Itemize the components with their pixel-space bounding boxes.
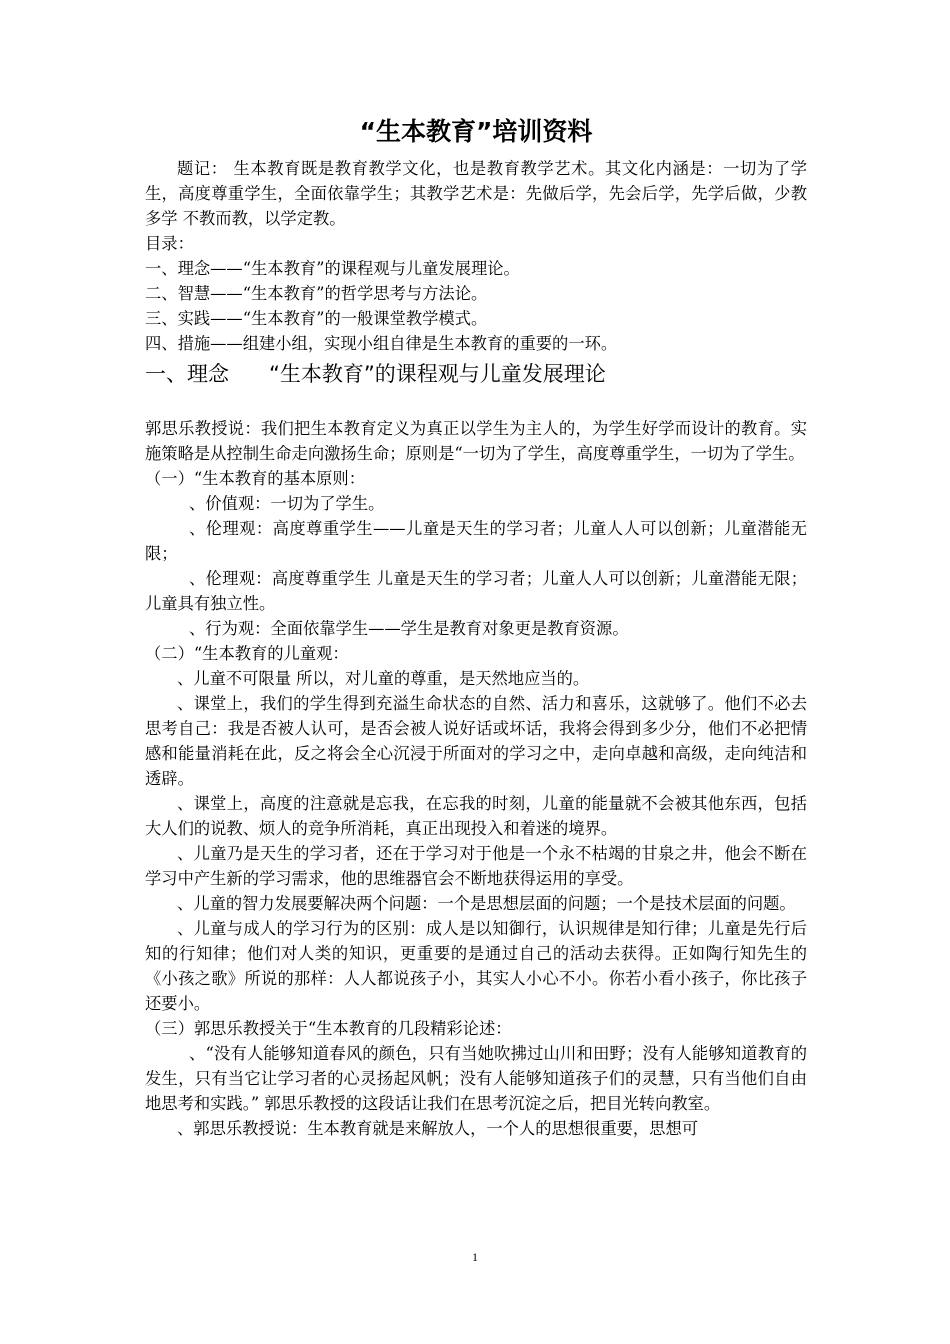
- list-item: 、价值观：一切为了学生。: [189, 494, 385, 513]
- list-item: 、儿童与成人的学习行为的区别：成人是以知御行，认识规律是知行律；儿童是先行后知的行知律；他们对人类的知识，更重要的是通过自己的活动去获得。正如陶行知先生的《小孩之歌》所说的那样：人人都说孩子小，其实人小心不小。你若小看小孩子，你比孩子还要小。: [145, 919, 807, 1013]
- list-item: 、儿童不可限量 所以，对儿童的尊重，是天然地应当的。: [177, 669, 590, 688]
- list-item: 、伦理观：高度尊重学生——儿童是天生的学习者；儿童人人可以创新；儿童潜能无限；: [145, 519, 807, 563]
- list-item: 、课堂上，我们的学生得到充溢生命状态的自然、活力和喜乐，这就够了。他们不必去思考自己：我是否被人认可，是否会被人说好话或坏话，我将会得到多少分，他们不必把情感和能量消耗在此，反之将会全心沉浸于所面对的学习之中，走向卓越和高级，走向纯洁和透辟。: [145, 694, 807, 788]
- section-heading: 一、理念 “生本教育”的课程观与儿童发展理论: [145, 362, 606, 386]
- list-item: 、行为观：全面依靠学生——学生是教育对象更是教育资源。: [189, 619, 629, 638]
- toc-label: 目录：: [145, 234, 194, 253]
- document-page: [145, 112, 807, 1141]
- list-item: 、儿童乃是天生的学习者，还在于学习对于他是一个永不枯竭的甘泉之井，他会不断在学习中产生新的学习需求，他的思维器官会不断地获得运用的享受。: [145, 844, 807, 888]
- page-number: 1: [472, 1250, 478, 1264]
- list-item: 、伦理观：高度尊重学生 儿童是天生的学习者；儿童人人可以创新；儿童潜能无限；儿童具有独立性。: [145, 569, 807, 613]
- list-item: 、课堂上，高度的注意就是忘我，在忘我的时刻，儿童的能量就不会被其他东西，包括大人们的说教、烦人的竞争所消耗，真正出现投入和着迷的境界。: [145, 794, 807, 838]
- list-item: 、儿童的智力发展要解决两个问题：一个是思想层面的问题；一个是技术层面的问题。: [177, 894, 796, 913]
- list-item: 、“没有人能够知道春风的颜色，只有当她吹拂过山川和田野；没有人能够知道教育的发生，只有当它让学习者的心灵扬起风帆；没有人能够知道孩子们的灵慧，只有当他们自由地思考和实践。” 郭思乐教授的这段话让我们在思考沉淀之后，把目光转向教室。: [145, 1044, 807, 1113]
- document-title: “生本教育”培训资料: [359, 117, 593, 146]
- subsection-heading: （二）“生本教育的儿童观：: [145, 644, 349, 663]
- toc-item: 一、理念——“生本教育”的课程观与儿童发展理论。: [145, 259, 520, 278]
- subsection-heading: （三）郭思乐教授关于“生本教育的几段精彩论述：: [145, 1019, 512, 1038]
- subsection-heading: （一）“生本教育的基本原则：: [145, 469, 365, 488]
- intro-paragraph: 题记： 生本教育既是教育教学文化，也是教育教学艺术。其文化内涵是：一切为了学生，高度尊重学生，全面依靠学生；其教学艺术是：先做后学，先会后学，先学后做，少教多学 不教而教，以学定教。: [145, 159, 807, 228]
- toc-item: 四、措施——组建小组，实现小组自律是生本教育的重要的一环。: [145, 334, 618, 353]
- paragraph: 郭思乐教授说：我们把生本教育定义为真正以学生为主人的，为学生好学而设计的教育。实施策略是从控制生命走向激扬生命；原则是“一切为了学生，高度尊重学生，一切为了学生。: [145, 419, 807, 463]
- list-item: 、郭思乐教授说：生本教育就是来解放人，一个人的思想很重要，思想可: [177, 1119, 699, 1138]
- toc-item: 二、智慧——“生本教育”的哲学思考与方法论。: [145, 284, 488, 303]
- toc-item: 三、实践——“生本教育”的一般课堂教学模式。: [145, 309, 488, 328]
